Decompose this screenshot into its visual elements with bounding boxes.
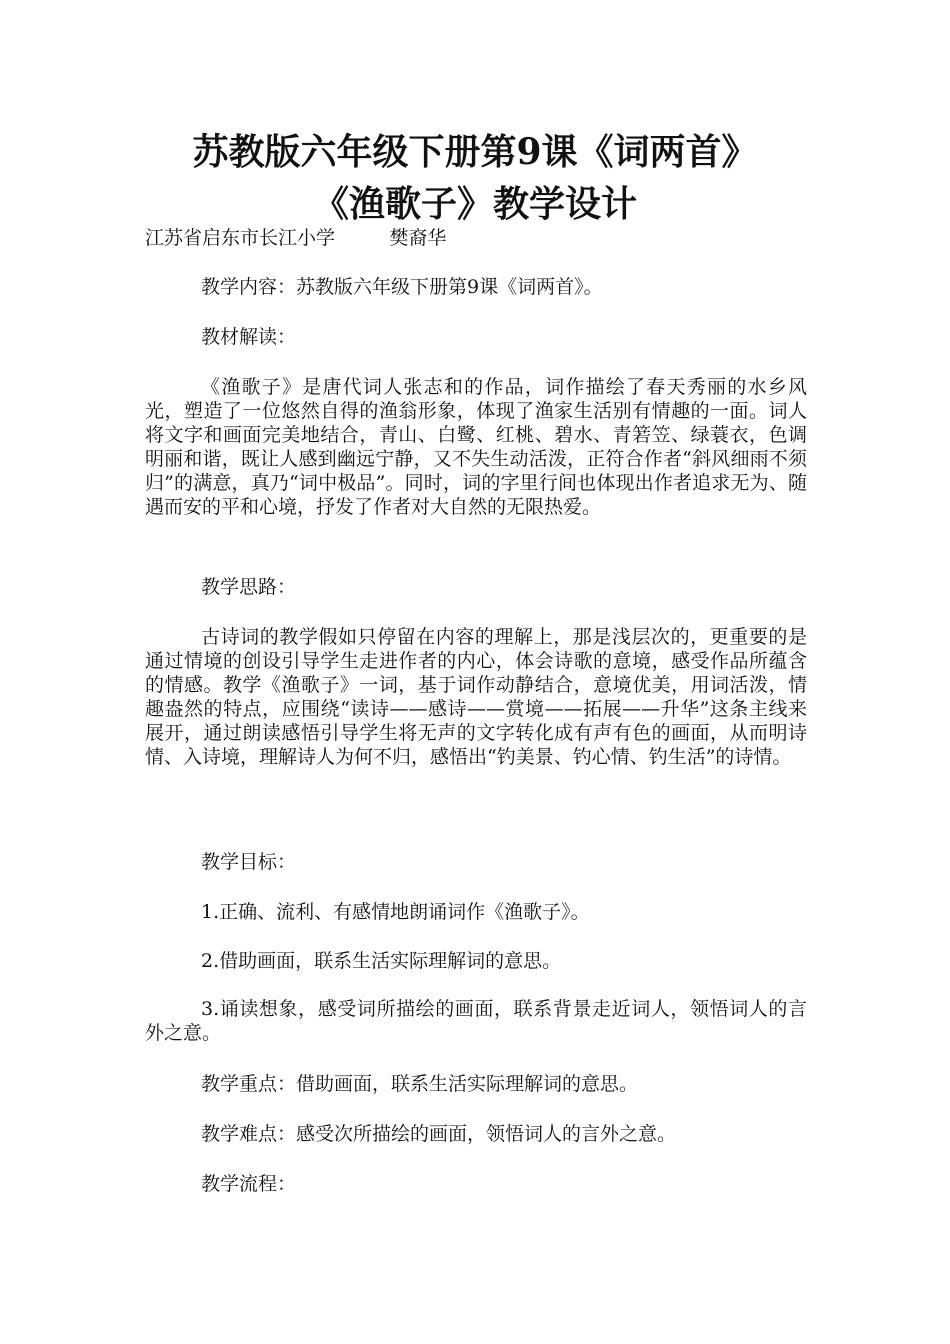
author-school: 江苏省启东市长江小学 xyxy=(145,227,336,249)
teaching-goal-3: 3.诵读想象，感受词所描绘的画面，联系背景走近词人，领悟词人的言外之意。 xyxy=(145,998,807,1044)
teaching-goals-heading: 教学目标： xyxy=(201,851,297,873)
material-analysis-heading: 教材解读： xyxy=(201,326,297,348)
document-title-line-1: 苏教版六年级下册第9课《词两首》 xyxy=(192,131,758,173)
teaching-process-heading: 教学流程： xyxy=(201,1173,297,1195)
teaching-goal-2: 2.借助画面，联系生活实际理解词的意思。 xyxy=(201,950,562,972)
author-name: 樊裔华 xyxy=(389,227,447,249)
teaching-approach-body: 古诗词的教学假如只停留在内容的理解上，那是浅层次的，更重要的是通过情境的创设引导学生走进作者的内心，体会诗歌的意境，感受作品所蕴含的情感。教学《渔歌子》一词，基于词作动静结合，意境优美，用词活泼，情趣盎然的特点，应围绕“读诗——感诗——赏境——拓展——升华”这条主线来展开，通过朗读感悟引导学生将无声的文字转化成有声有色的画面，从而明诗情、入诗境，理解诗人为何不归，感悟出“钓美景、钓心情、钓生活”的诗情。 xyxy=(145,626,807,768)
teaching-key-point: 教学重点：借助画面，联系生活实际理解词的意思。 xyxy=(201,1073,639,1095)
document-title-line-2: 《渔歌子》教学设计 xyxy=(312,183,637,225)
teaching-approach-heading: 教学思路： xyxy=(201,576,297,598)
teaching-difficulty: 教学难点：感受次所描绘的画面，领悟词人的言外之意。 xyxy=(201,1123,677,1145)
teaching-content: 教学内容：苏教版六年级下册第9课《词两首》。 xyxy=(201,276,603,298)
author-line xyxy=(145,226,446,250)
material-analysis-body: 《渔歌子》是唐代词人张志和的作品，词作描绘了春天秀丽的水乡风光，塑造了一位悠然自得的渔翁形象，体现了渔家生活别有情趣的一面。词人将文字和画面完美地结合，青山、白鹭、红桃、碧水、青箬笠、绿蓑衣，色调明丽和谐，既让人感到幽远宁静，又不失生动活泼，正符合作者“斜风细雨不须归”的满意，真乃“词中极品”。同时，词的字里行间也体现出作者追求无为、随遇而安的平和心境，抒发了作者对大自然的无限热爱。 xyxy=(145,376,807,518)
teaching-goal-1: 1.正确、流利、有感情地朗诵词作《渔歌子》。 xyxy=(201,901,590,923)
